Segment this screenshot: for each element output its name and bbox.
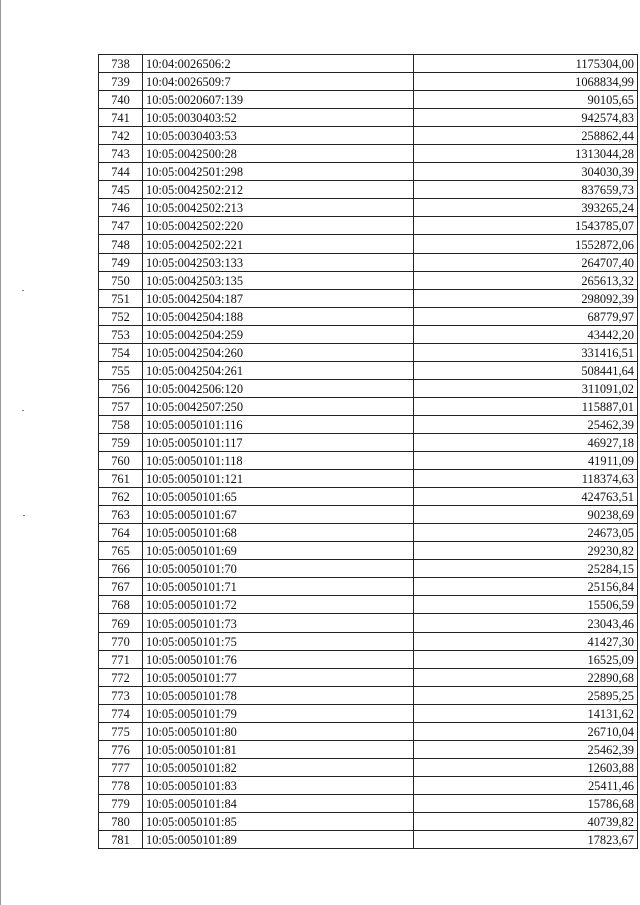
- cadastral-number-cell: 10:05:0050101:78: [143, 686, 414, 704]
- cadastral-number-cell: 10:05:0042504:259: [143, 325, 414, 343]
- value-cell: 12603,88: [414, 758, 638, 776]
- table-row: [99, 55, 638, 73]
- value-cell: 25411,46: [414, 776, 638, 794]
- cadastral-number-cell: 10:05:0042504:188: [143, 307, 414, 325]
- row-number-cell: 780: [99, 812, 143, 830]
- value-cell: 424763,51: [414, 488, 638, 506]
- row-number-cell: 745: [99, 181, 143, 199]
- row-number-cell: 769: [99, 614, 143, 632]
- row-number-cell: 738: [99, 55, 143, 73]
- cadastral-number-cell: 10:05:0050101:77: [143, 668, 414, 686]
- cadastral-number-cell: 10:05:0042502:220: [143, 217, 414, 235]
- cadastral-number-cell: 10:05:0042503:135: [143, 271, 414, 289]
- value-cell: 942574,83: [414, 109, 638, 127]
- table-row: [99, 433, 638, 451]
- row-number-cell: 779: [99, 794, 143, 812]
- parcel-value-table: [98, 54, 638, 849]
- cadastral-number-cell: 10:05:0042504:261: [143, 361, 414, 379]
- row-number-cell: 758: [99, 415, 143, 433]
- table-row: [99, 343, 638, 361]
- value-cell: 17823,67: [414, 831, 638, 849]
- value-cell: 26710,04: [414, 722, 638, 740]
- table-row: [99, 542, 638, 560]
- table-row: [99, 452, 638, 470]
- row-number-cell: 752: [99, 307, 143, 325]
- table-row: [99, 253, 638, 271]
- row-number-cell: 763: [99, 506, 143, 524]
- value-cell: 43442,20: [414, 325, 638, 343]
- row-number-cell: 778: [99, 776, 143, 794]
- cadastral-number-cell: 10:05:0050101:70: [143, 560, 414, 578]
- row-number-cell: 768: [99, 596, 143, 614]
- cadastral-number-cell: 10:05:0050101:117: [143, 433, 414, 451]
- value-cell: 837659,73: [414, 181, 638, 199]
- value-cell: 298092,39: [414, 289, 638, 307]
- row-number-cell: 774: [99, 704, 143, 722]
- cadastral-number-cell: 10:05:0042502:221: [143, 235, 414, 253]
- value-cell: 258862,44: [414, 127, 638, 145]
- value-cell: 1313044,28: [414, 145, 638, 163]
- cadastral-number-cell: 10:05:0042506:120: [143, 379, 414, 397]
- table-row: [99, 740, 638, 758]
- row-number-cell: 743: [99, 145, 143, 163]
- row-number-cell: 773: [99, 686, 143, 704]
- table-row: [99, 578, 638, 596]
- cadastral-number-cell: 10:05:0050101:118: [143, 452, 414, 470]
- page-edge-shadow: [0, 0, 1, 905]
- value-cell: 22890,68: [414, 668, 638, 686]
- cadastral-number-cell: 10:05:0042507:250: [143, 397, 414, 415]
- cadastral-number-cell: 10:04:0026509:7: [143, 73, 414, 91]
- row-number-cell: 771: [99, 650, 143, 668]
- row-number-cell: 757: [99, 397, 143, 415]
- table-row: [99, 235, 638, 253]
- table-row: [99, 289, 638, 307]
- cadastral-number-cell: 10:05:0042504:260: [143, 343, 414, 361]
- table-row: [99, 145, 638, 163]
- row-number-cell: 765: [99, 542, 143, 560]
- value-cell: 29230,82: [414, 542, 638, 560]
- cadastral-number-cell: 10:05:0030403:52: [143, 109, 414, 127]
- row-number-cell: 762: [99, 488, 143, 506]
- row-number-cell: 781: [99, 831, 143, 849]
- value-cell: 15506,59: [414, 596, 638, 614]
- cadastral-number-cell: 10:05:0050101:65: [143, 488, 414, 506]
- row-number-cell: 754: [99, 343, 143, 361]
- value-cell: 41911,09: [414, 452, 638, 470]
- row-number-cell: 759: [99, 433, 143, 451]
- value-cell: 1543785,07: [414, 217, 638, 235]
- cadastral-number-cell: 10:05:0050101:72: [143, 596, 414, 614]
- value-cell: 393265,24: [414, 199, 638, 217]
- scan-speck: [22, 410, 24, 411]
- cadastral-number-cell: 10:05:0050101:84: [143, 794, 414, 812]
- table-row: [99, 470, 638, 488]
- table-row: [99, 776, 638, 794]
- value-cell: 41427,30: [414, 632, 638, 650]
- cadastral-number-cell: 10:05:0050101:67: [143, 506, 414, 524]
- row-number-cell: 748: [99, 235, 143, 253]
- table-row: [99, 361, 638, 379]
- value-cell: 68779,97: [414, 307, 638, 325]
- row-number-cell: 739: [99, 73, 143, 91]
- table-row: [99, 524, 638, 542]
- cadastral-number-cell: 10:05:0050101:69: [143, 542, 414, 560]
- cadastral-number-cell: 10:05:0050101:73: [143, 614, 414, 632]
- value-cell: 40739,82: [414, 812, 638, 830]
- row-number-cell: 767: [99, 578, 143, 596]
- value-cell: 90105,65: [414, 91, 638, 109]
- cadastral-number-cell: 10:05:0050101:75: [143, 632, 414, 650]
- row-number-cell: 740: [99, 91, 143, 109]
- table-row: [99, 307, 638, 325]
- table-row: [99, 217, 638, 235]
- table-row: [99, 325, 638, 343]
- table-row: [99, 812, 638, 830]
- cadastral-number-cell: 10:05:0042501:298: [143, 163, 414, 181]
- cadastral-number-cell: 10:04:0026506:2: [143, 55, 414, 73]
- value-cell: 46927,18: [414, 433, 638, 451]
- row-number-cell: 749: [99, 253, 143, 271]
- cadastral-number-cell: 10:05:0050101:81: [143, 740, 414, 758]
- row-number-cell: 746: [99, 199, 143, 217]
- table-row: [99, 109, 638, 127]
- cadastral-number-cell: 10:05:0050101:89: [143, 831, 414, 849]
- value-cell: 23043,46: [414, 614, 638, 632]
- cadastral-number-cell: 10:05:0030403:53: [143, 127, 414, 145]
- row-number-cell: 741: [99, 109, 143, 127]
- cadastral-number-cell: 10:05:0050101:71: [143, 578, 414, 596]
- cadastral-number-cell: 10:05:0042502:213: [143, 199, 414, 217]
- value-cell: 265613,32: [414, 271, 638, 289]
- table-row: [99, 488, 638, 506]
- row-number-cell: 777: [99, 758, 143, 776]
- table-row: [99, 181, 638, 199]
- row-number-cell: 742: [99, 127, 143, 145]
- value-cell: 508441,64: [414, 361, 638, 379]
- cadastral-number-cell: 10:05:0050101:80: [143, 722, 414, 740]
- row-number-cell: 775: [99, 722, 143, 740]
- table-row: [99, 415, 638, 433]
- cadastral-number-cell: 10:05:0050101:68: [143, 524, 414, 542]
- row-number-cell: 750: [99, 271, 143, 289]
- table-row: [99, 704, 638, 722]
- row-number-cell: 753: [99, 325, 143, 343]
- row-number-cell: 747: [99, 217, 143, 235]
- cadastral-number-cell: 10:05:0050101:85: [143, 812, 414, 830]
- table-row: [99, 73, 638, 91]
- value-cell: 25462,39: [414, 740, 638, 758]
- table-row: [99, 379, 638, 397]
- table-row: [99, 686, 638, 704]
- table-row: [99, 831, 638, 849]
- value-cell: 1068834,99: [414, 73, 638, 91]
- table-row: [99, 506, 638, 524]
- value-cell: 115887,01: [414, 397, 638, 415]
- table-row: [99, 127, 638, 145]
- value-cell: 25284,15: [414, 560, 638, 578]
- row-number-cell: 760: [99, 452, 143, 470]
- table-row: [99, 163, 638, 181]
- row-number-cell: 755: [99, 361, 143, 379]
- table-row: [99, 560, 638, 578]
- row-number-cell: 766: [99, 560, 143, 578]
- cadastral-number-cell: 10:05:0042503:133: [143, 253, 414, 271]
- scan-speck: [22, 290, 24, 291]
- value-cell: 304030,39: [414, 163, 638, 181]
- cadastral-number-cell: 10:05:0050101:121: [143, 470, 414, 488]
- row-number-cell: 764: [99, 524, 143, 542]
- row-number-cell: 744: [99, 163, 143, 181]
- value-cell: 25895,25: [414, 686, 638, 704]
- value-cell: 118374,63: [414, 470, 638, 488]
- table-row: [99, 794, 638, 812]
- table-row: [99, 397, 638, 415]
- value-cell: 331416,51: [414, 343, 638, 361]
- row-number-cell: 770: [99, 632, 143, 650]
- table-row: [99, 596, 638, 614]
- table-row: [99, 271, 638, 289]
- table-row: [99, 722, 638, 740]
- value-cell: 24673,05: [414, 524, 638, 542]
- row-number-cell: 776: [99, 740, 143, 758]
- value-cell: 311091,02: [414, 379, 638, 397]
- value-cell: 15786,68: [414, 794, 638, 812]
- table-row: [99, 668, 638, 686]
- table-body: [99, 55, 638, 849]
- row-number-cell: 761: [99, 470, 143, 488]
- cadastral-number-cell: 10:05:0050101:82: [143, 758, 414, 776]
- table-row: [99, 632, 638, 650]
- table-row: [99, 91, 638, 109]
- cadastral-number-cell: 10:05:0050101:116: [143, 415, 414, 433]
- cadastral-number-cell: 10:05:0042500:28: [143, 145, 414, 163]
- value-cell: 25156,84: [414, 578, 638, 596]
- table-row: [99, 199, 638, 217]
- value-cell: 264707,40: [414, 253, 638, 271]
- cadastral-number-cell: 10:05:0020607:139: [143, 91, 414, 109]
- value-cell: 16525,09: [414, 650, 638, 668]
- table-row: [99, 758, 638, 776]
- row-number-cell: 772: [99, 668, 143, 686]
- value-cell: 25462,39: [414, 415, 638, 433]
- value-cell: 1175304,00: [414, 55, 638, 73]
- scan-speck: [23, 515, 25, 516]
- cadastral-number-cell: 10:05:0050101:79: [143, 704, 414, 722]
- cadastral-number-cell: 10:05:0042504:187: [143, 289, 414, 307]
- cadastral-number-cell: 10:05:0050101:83: [143, 776, 414, 794]
- table-row: [99, 650, 638, 668]
- row-number-cell: 751: [99, 289, 143, 307]
- row-number-cell: 756: [99, 379, 143, 397]
- cadastral-number-cell: 10:05:0042502:212: [143, 181, 414, 199]
- cadastral-number-cell: 10:05:0050101:76: [143, 650, 414, 668]
- value-cell: 1552872,06: [414, 235, 638, 253]
- table-row: [99, 614, 638, 632]
- value-cell: 14131,62: [414, 704, 638, 722]
- value-cell: 90238,69: [414, 506, 638, 524]
